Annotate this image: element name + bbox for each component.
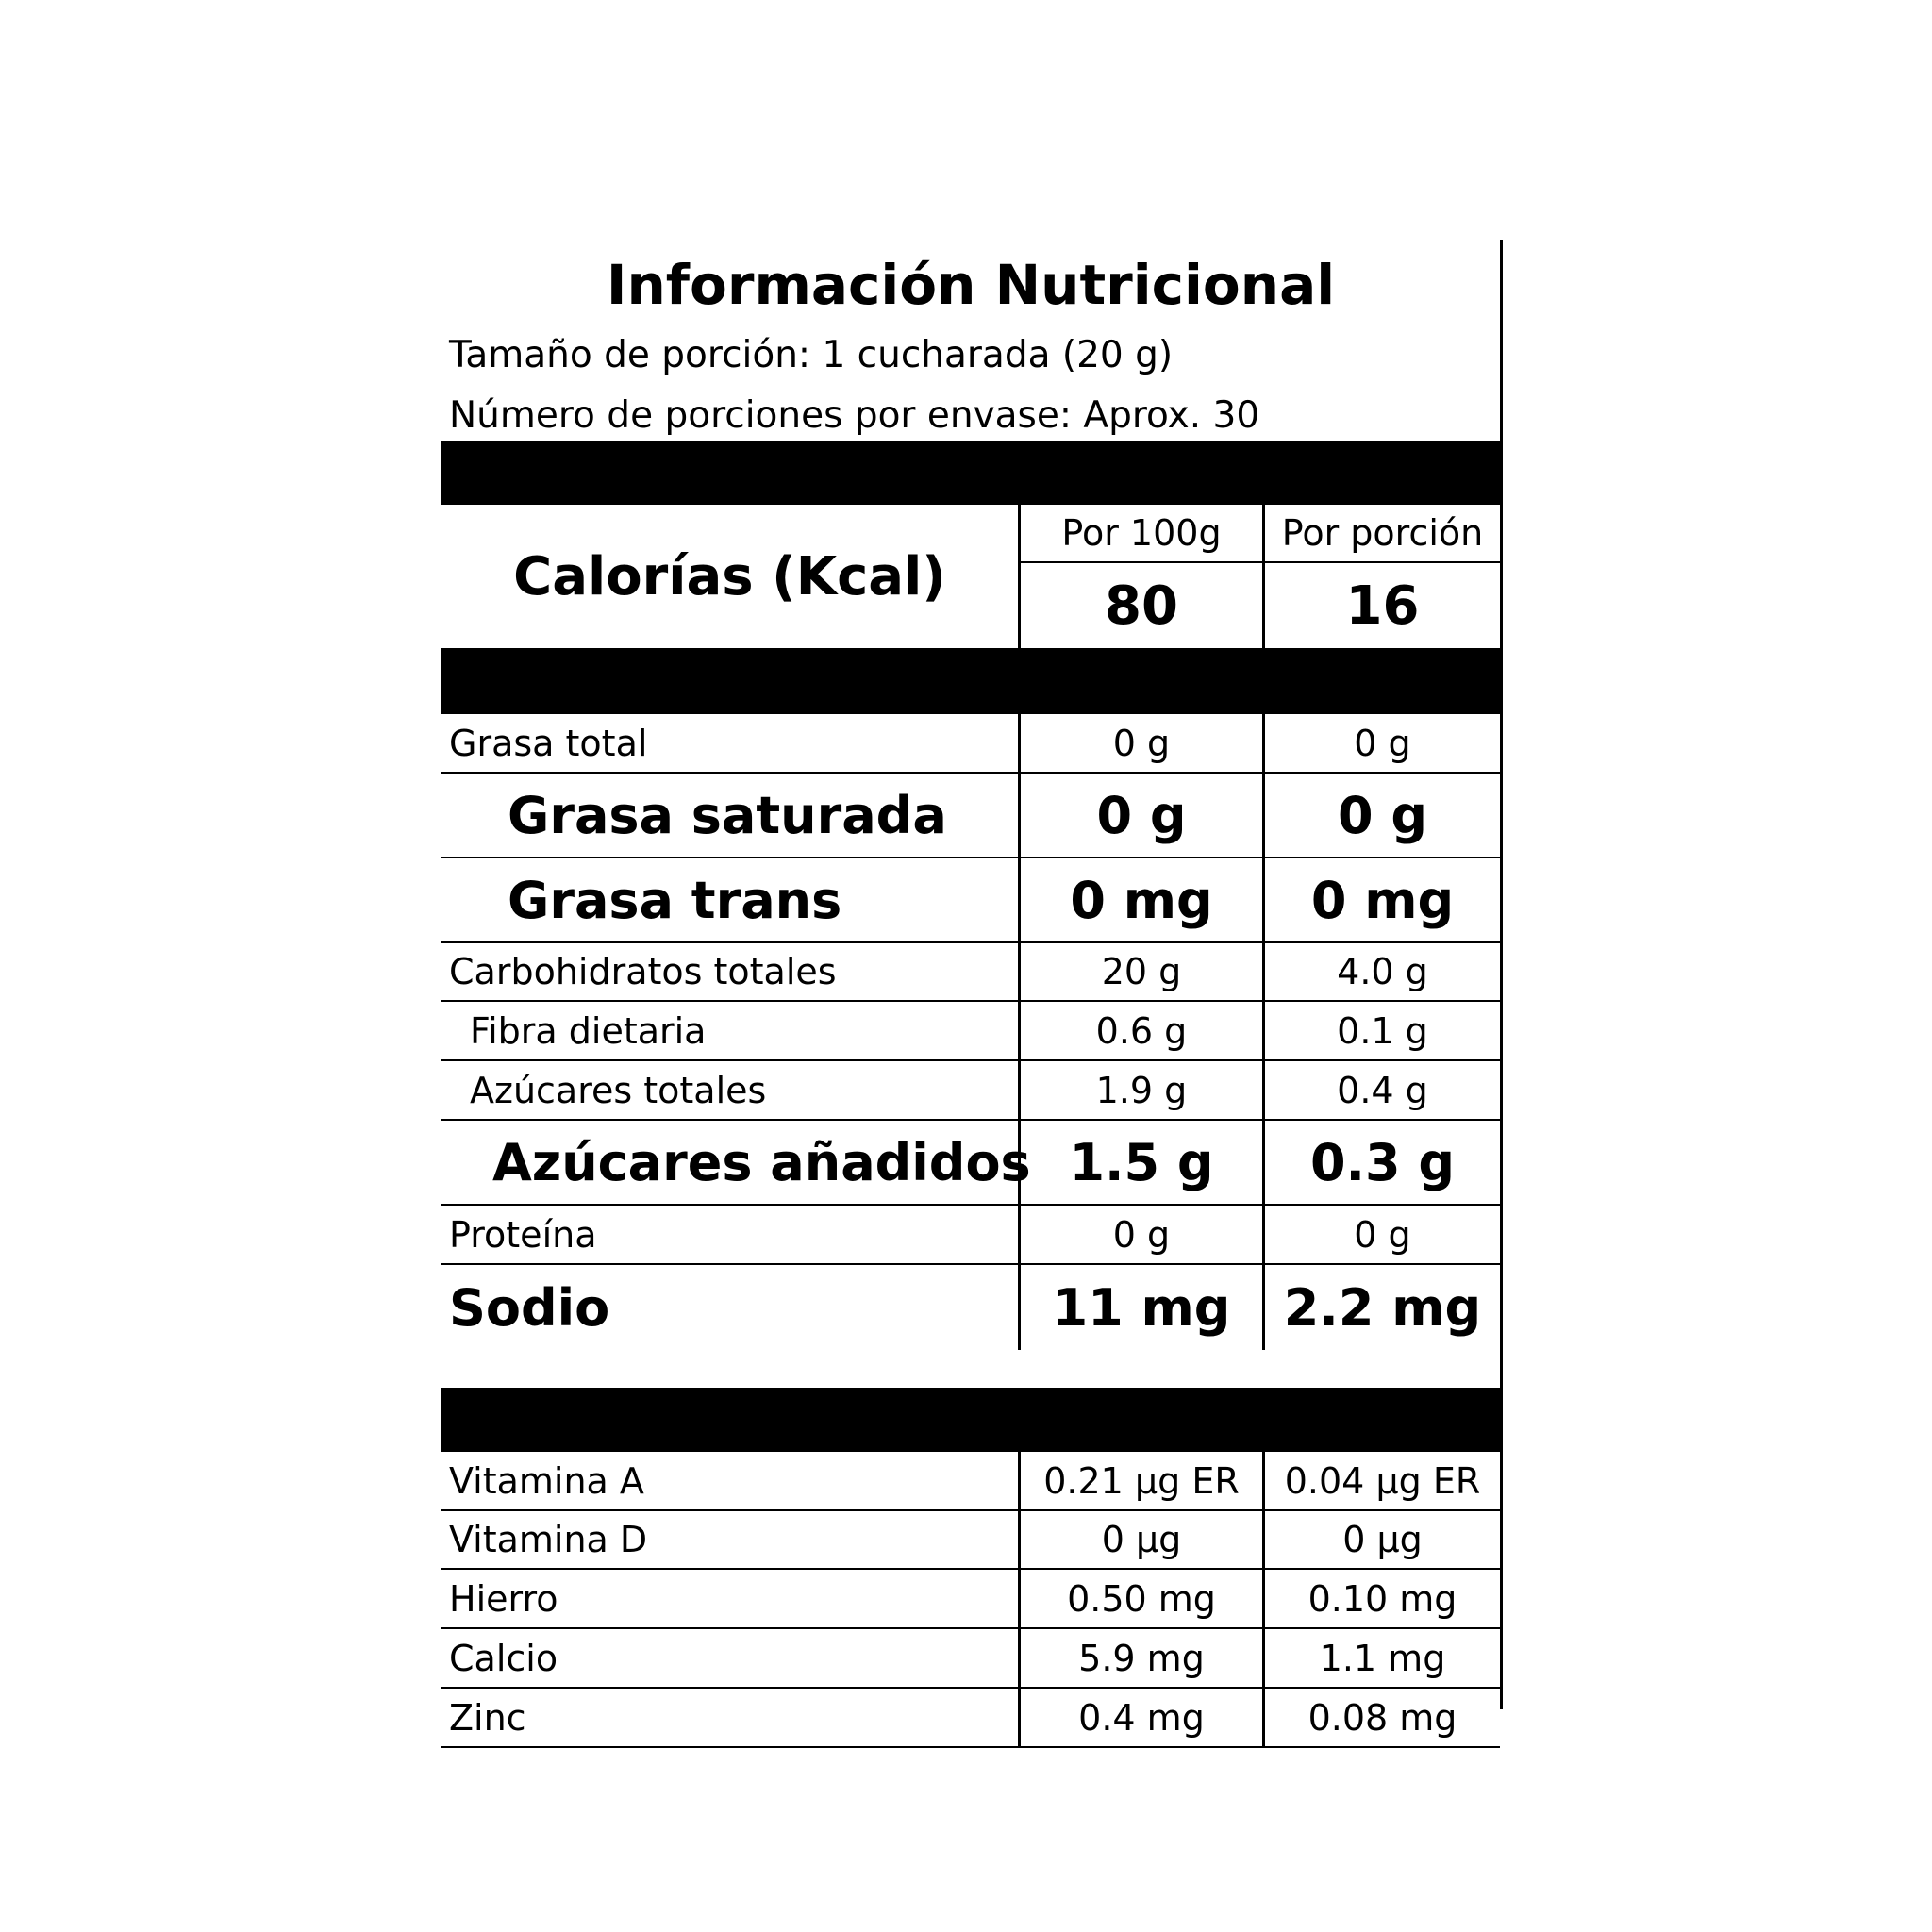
black-divider-bar (441, 650, 1503, 714)
table-row (441, 858, 1500, 943)
nutrient-name: Fibra dietaria (470, 1009, 707, 1052)
micronutrient-value-portion: 0.08 mg (1262, 1689, 1500, 1746)
nutrient-value-portion: 0.4 g (1262, 1061, 1500, 1119)
table-row (441, 1121, 1500, 1206)
nutrient-value-100g: 1.9 g (1018, 1061, 1262, 1119)
nutrient-value-portion: 0.1 g (1262, 1002, 1500, 1059)
nutrient-value-portion: 0 mg (1262, 858, 1500, 941)
black-divider-bar (441, 1388, 1503, 1452)
micronutrients-table (441, 1452, 1500, 1748)
table-row (441, 943, 1500, 1002)
nutrient-value-100g: 0 g (1018, 1206, 1262, 1263)
nutrient-value-100g: 11 mg (1018, 1265, 1262, 1350)
nutrient-value-100g: 1.5 g (1018, 1121, 1262, 1204)
calories-col-portion (1262, 505, 1500, 648)
nutrient-name: Proteína (449, 1213, 597, 1256)
nutrient-name: Sodio (449, 1277, 610, 1338)
calories-section (441, 505, 1500, 650)
nutrient-value-portion: 0 g (1262, 714, 1500, 772)
nutrient-value-100g: 0.6 g (1018, 1002, 1262, 1059)
black-divider-bar (441, 441, 1503, 505)
nutrient-value-portion: 0 g (1262, 774, 1500, 857)
nutrient-name: Grasa saturada (508, 785, 947, 845)
nutrition-facts-label (441, 240, 1503, 1739)
micronutrient-value-portion: 0.04 µg ER (1262, 1452, 1500, 1509)
nutrient-value-portion: 2.2 mg (1262, 1265, 1500, 1350)
micronutrient-name: Zinc (449, 1696, 526, 1739)
table-row (441, 1689, 1500, 1748)
table-row (441, 1570, 1500, 1629)
nutrient-value-100g: 20 g (1018, 943, 1262, 1000)
nutrient-name: Carbohidratos totales (449, 951, 837, 992)
table-row (441, 1061, 1500, 1121)
table-row (441, 1265, 1500, 1350)
table-row (441, 774, 1500, 858)
nutrient-value-portion: 0.3 g (1262, 1121, 1500, 1204)
nutrient-value-100g: 0 mg (1018, 858, 1262, 941)
servings-per-container: Número de porciones por envase: Aprox. 30 (449, 394, 1260, 437)
calories-label: Calorías (Kcal) (513, 545, 946, 608)
nutrient-name: Azúcares totales (470, 1069, 767, 1111)
nutrients-table (441, 714, 1500, 1350)
micronutrient-name: Vitamina A (449, 1459, 644, 1502)
nutrient-name: Azúcares añadidos (492, 1132, 1031, 1192)
micronutrient-name: Calcio (449, 1637, 558, 1679)
table-row (441, 1002, 1500, 1061)
label-title: Información Nutricional (606, 253, 1336, 317)
nutrient-value-100g: 0 g (1018, 774, 1262, 857)
table-row (441, 1629, 1500, 1689)
nutrient-value-100g: 0 g (1018, 714, 1262, 772)
nutrient-name: Grasa trans (508, 870, 842, 930)
calories-value-100g: 80 (1105, 575, 1178, 637)
table-row (441, 714, 1500, 774)
table-row (441, 1511, 1500, 1570)
table-row (441, 1452, 1500, 1511)
col-header-100g: Por 100g (1021, 505, 1262, 563)
micronutrient-value-portion: 0.10 mg (1262, 1570, 1500, 1627)
micronutrient-name: Vitamina D (449, 1519, 648, 1560)
nutrient-name: Grasa total (449, 722, 648, 764)
micronutrient-value-100g: 5.9 mg (1018, 1629, 1262, 1687)
micronutrient-value-100g: 0.21 µg ER (1018, 1452, 1262, 1509)
micronutrient-name: Hierro (449, 1577, 558, 1620)
col-header-portion: Por porción (1265, 505, 1500, 563)
micronutrient-value-100g: 0.4 mg (1018, 1689, 1262, 1746)
micronutrient-value-portion: 0 µg (1262, 1511, 1500, 1568)
micronutrient-value-100g: 0 µg (1018, 1511, 1262, 1568)
nutrient-value-portion: 4.0 g (1262, 943, 1500, 1000)
micronutrient-value-100g: 0.50 mg (1018, 1570, 1262, 1627)
calories-value-portion: 16 (1345, 575, 1420, 637)
micronutrient-value-portion: 1.1 mg (1262, 1629, 1500, 1687)
table-row (441, 1206, 1500, 1265)
nutrient-value-portion: 0 g (1262, 1206, 1500, 1263)
calories-col-100g (1018, 505, 1262, 648)
serving-size: Tamaño de porción: 1 cucharada (20 g) (449, 334, 1174, 376)
calories-row (441, 505, 1500, 650)
